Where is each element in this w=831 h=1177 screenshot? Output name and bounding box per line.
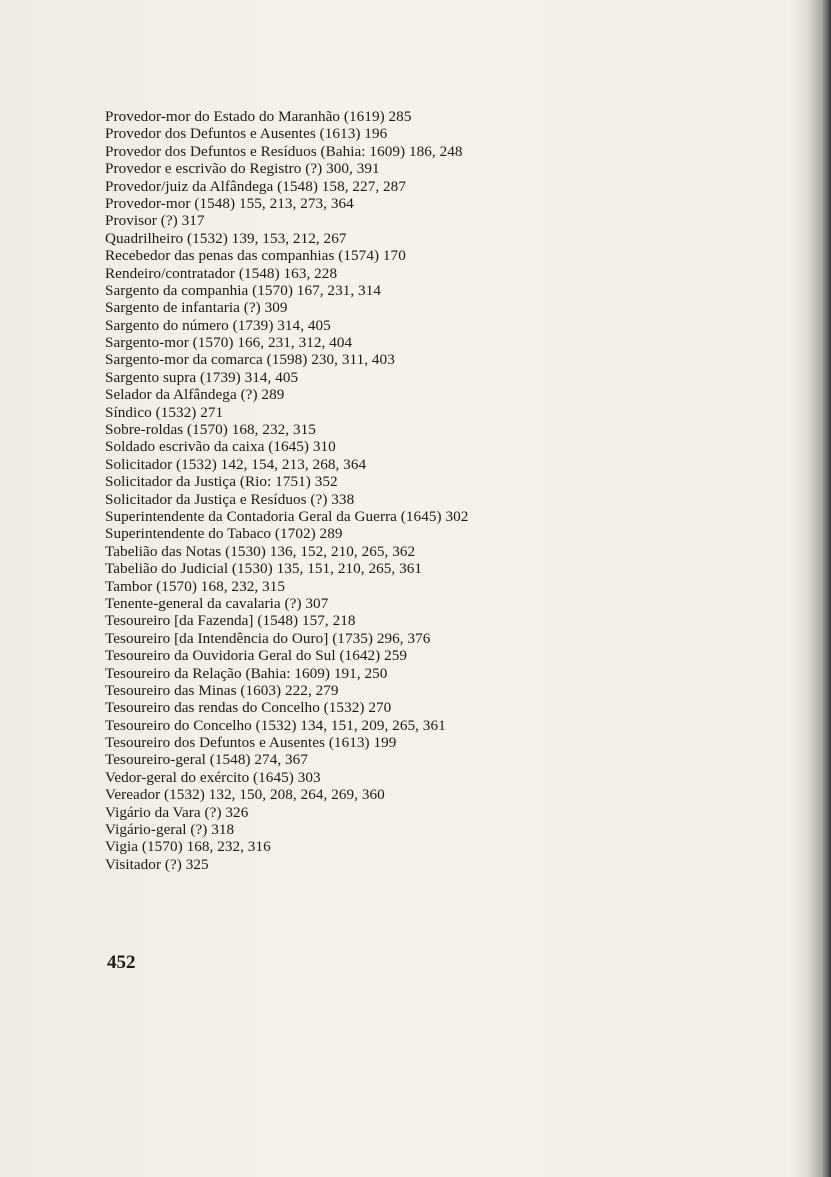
index-entry: Selador da Alfândega (?) 289 — [105, 386, 285, 404]
index-entry: Tabelião do Judicial (1530) 135, 151, 210, 265, 361 — [105, 560, 422, 578]
index-entry: Sargento da companhia (1570) 167, 231, 314 — [105, 281, 381, 299]
index-entry: Visitador (?) 325 — [105, 855, 209, 873]
index-entry: Tesoureiro da Ouvidoria Geral do Sul (1642) 259 — [105, 647, 408, 665]
index-entry: Vigia (1570) 168, 232, 316 — [105, 838, 271, 856]
index-entry: Rendeiro/contratador (1548) 163, 228 — [105, 264, 338, 282]
index-entry: Provedor dos Defuntos e Ausentes (1613) 196 — [105, 125, 388, 143]
index-entry: Tesoureiro das rendas do Concelho (1532) 270 — [105, 699, 392, 717]
index-entry: Tesoureiro do Concelho (1532) 134, 151, 209, 265, 361 — [105, 716, 446, 734]
index-entry: Provedor e escrivão do Registro (?) 300, 391 — [105, 160, 380, 178]
index-entry: Provedor-mor (1548) 155, 213, 273, 364 — [105, 194, 354, 212]
index-entry: Vedor-geral do exército (1645) 303 — [105, 768, 321, 786]
index-list — [105, 108, 665, 873]
index-entry: Sobre-roldas (1570) 168, 232, 315 — [105, 421, 316, 439]
bleed-through-text — [703, 112, 818, 256]
page-edge-shadow — [807, 0, 831, 1177]
index-entry: Tesoureiro da Relação (Bahia: 1609) 191, 250 — [105, 664, 388, 682]
index-entry: Sargento-mor da comarca (1598) 230, 311, 403 — [105, 351, 395, 369]
index-entry: Soldado escrivão da caixa (1645) 310 — [105, 438, 336, 456]
index-entry: Vereador (1532) 132, 150, 208, 264, 269, 360 — [105, 786, 385, 804]
index-entry: Síndico (1532) 271 — [105, 403, 224, 421]
index-entry: Vigário da Vara (?) 326 — [105, 803, 249, 821]
index-entry: Tesoureiro [da Intendência do Ouro] (1735) 296, 376 — [105, 629, 431, 647]
index-entry: Tenente-general da cavalaria (?) 307 — [105, 594, 329, 612]
index-entry: Provedor/juiz da Alfândega (1548) 158, 227, 287 — [105, 177, 406, 195]
index-entry: Quadrilheiro (1532) 139, 153, 212, 267 — [105, 229, 347, 247]
index-entry: Solicitador (1532) 142, 154, 213, 268, 364 — [105, 455, 367, 473]
index-entry: Tabelião das Notas (1530) 136, 152, 210, 265, 362 — [105, 542, 416, 560]
index-entry: Provisor (?) 317 — [105, 212, 205, 230]
index-entry: Sargento do número (1739) 314, 405 — [105, 316, 331, 334]
index-entry: Superintendente da Contadoria Geral da Guerra (1645) 302 — [105, 507, 469, 525]
index-entry: Sargento de infantaria (?) 309 — [105, 299, 288, 317]
index-entry: Tesoureiro-geral (1548) 274, 367 — [105, 751, 308, 769]
index-entry: Sargento-mor (1570) 166, 231, 312, 404 — [105, 334, 353, 352]
index-entry: Superintendente do Tabaco (1702) 289 — [105, 525, 343, 543]
index-entry: Sargento supra (1739) 314, 405 — [105, 368, 299, 386]
index-entry: Solicitador da Justiça e Resíduos (?) 338 — [105, 490, 355, 508]
page-number: 452 — [107, 952, 136, 973]
index-entry: Tesoureiro dos Defuntos e Ausentes (1613) 199 — [105, 734, 397, 752]
index-entry: Provedor dos Defuntos e Resíduos (Bahia: 1609) 186, 248 — [105, 142, 463, 160]
index-entry: Tesoureiro [da Fazenda] (1548) 157, 218 — [105, 612, 356, 630]
index-entry: Provedor-mor do Estado do Maranhão (1619) 285 — [105, 108, 412, 125]
index-entry: Tesoureiro das Minas (1603) 222, 279 — [105, 681, 339, 699]
index-entry: Tambor (1570) 168, 232, 315 — [105, 577, 285, 595]
index-entry: Recebedor das penas das companhias (1574) 170 — [105, 247, 406, 265]
index-entry: Solicitador da Justiça (Rio: 1751) 352 — [105, 473, 338, 491]
index-entry: Vigário-geral (?) 318 — [105, 821, 235, 839]
